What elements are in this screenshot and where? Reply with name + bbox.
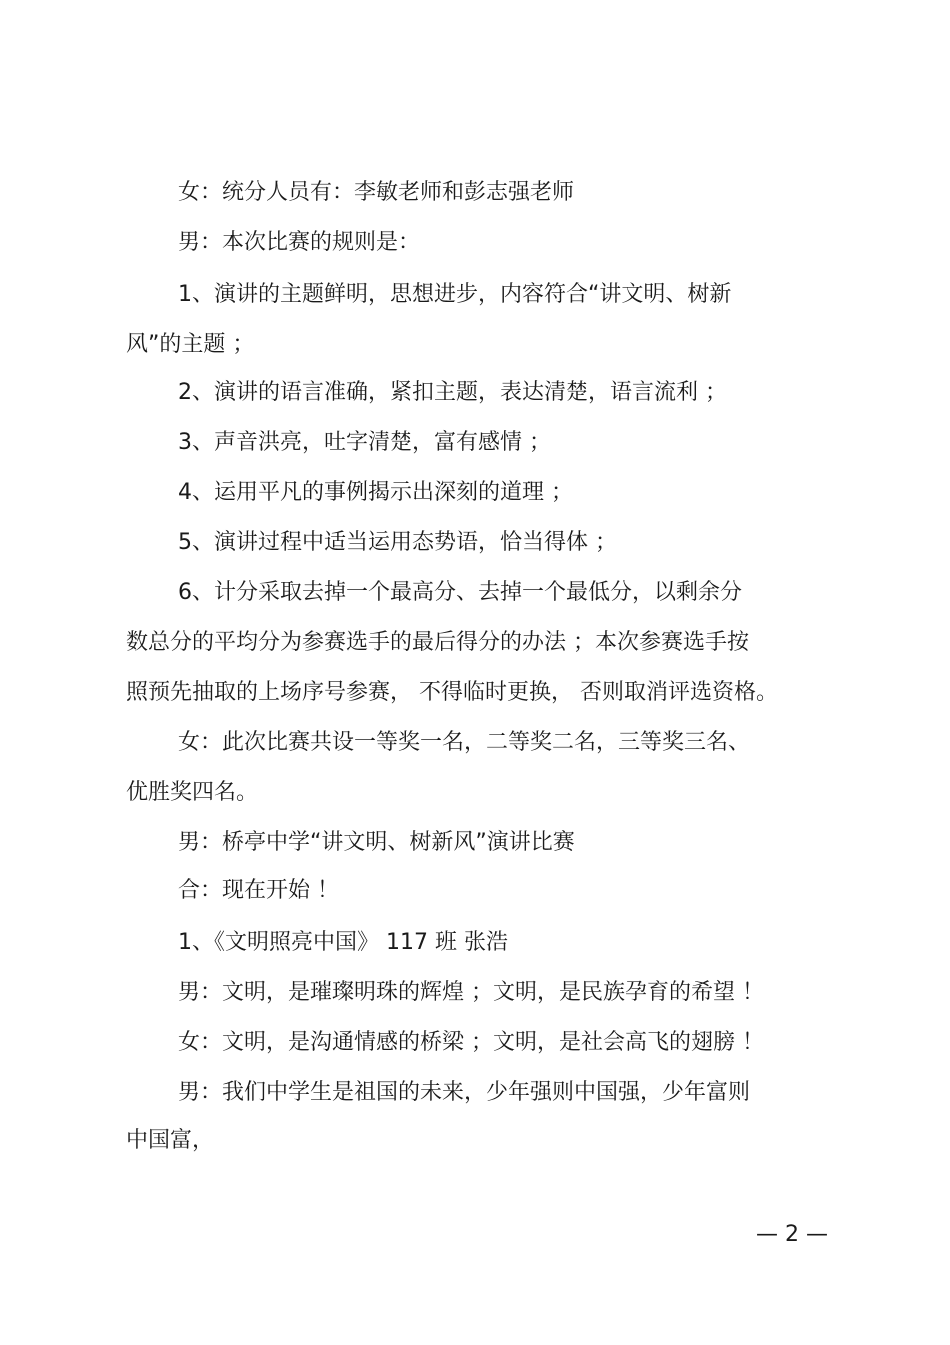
text-line-19: 男：我们中学生是祖国的未来，少年强则中国强，少年富则 xyxy=(178,1080,751,1105)
text-line-16: 1、《文明照亮中国》 117 班 张浩 xyxy=(178,930,508,955)
text-line-17: 男：文明，是璀璨明珠的辉煌 ；文明，是民族孕育的希望 ！ xyxy=(178,980,764,1005)
text-line-2: 男：本次比赛的规则是： xyxy=(178,230,421,255)
text-line-13: 优胜奖四名。 xyxy=(126,780,259,805)
text-line-4: 风”的主题 ； xyxy=(126,332,255,357)
text-line-7: 4、运用平凡的事例揭示出深刻的道理 ； xyxy=(178,480,573,505)
text-line-1: 女：统分人员有：李敏老师和彭志强老师 xyxy=(178,180,575,205)
text-line-11: 照预先抽取的上场序号参赛， 不得临时更换， 否则取消评选资格。 xyxy=(126,680,778,705)
text-line-9: 6、计分采取去掉一个最高分、去掉一个最低分，以剩余分 xyxy=(178,580,742,605)
text-line-12: 女：此次比赛共设一等奖一名，二等奖二名，三等奖三名、 xyxy=(178,730,751,755)
text-line-3: 1、演讲的主题鲜明，思想进步，内容符合“讲文明、树新 xyxy=(178,282,732,307)
text-line-14: 男：桥亭中学“讲文明、树新风”演讲比赛 xyxy=(178,830,575,855)
page-number: — 2 — xyxy=(756,1222,828,1247)
text-line-6: 3、声音洪亮，吐字清楚，富有感情 ； xyxy=(178,430,551,455)
text-line-18: 女：文明，是沟通情感的桥梁 ；文明，是社会高飞的翅膀 ！ xyxy=(178,1030,764,1055)
text-line-10: 数总分的平均分为参赛选手的最后得分的办法 ；本次参赛选手按 xyxy=(126,630,749,655)
text-line-20: 中国富， xyxy=(126,1128,215,1153)
text-line-8: 5、演讲过程中适当运用态势语，恰当得体 ； xyxy=(178,530,617,555)
text-line-5: 2、演讲的语言准确，紧扣主题，表达清楚，语言流利 ； xyxy=(178,380,727,405)
text-line-15: 合：现在开始 ！ xyxy=(178,878,339,903)
